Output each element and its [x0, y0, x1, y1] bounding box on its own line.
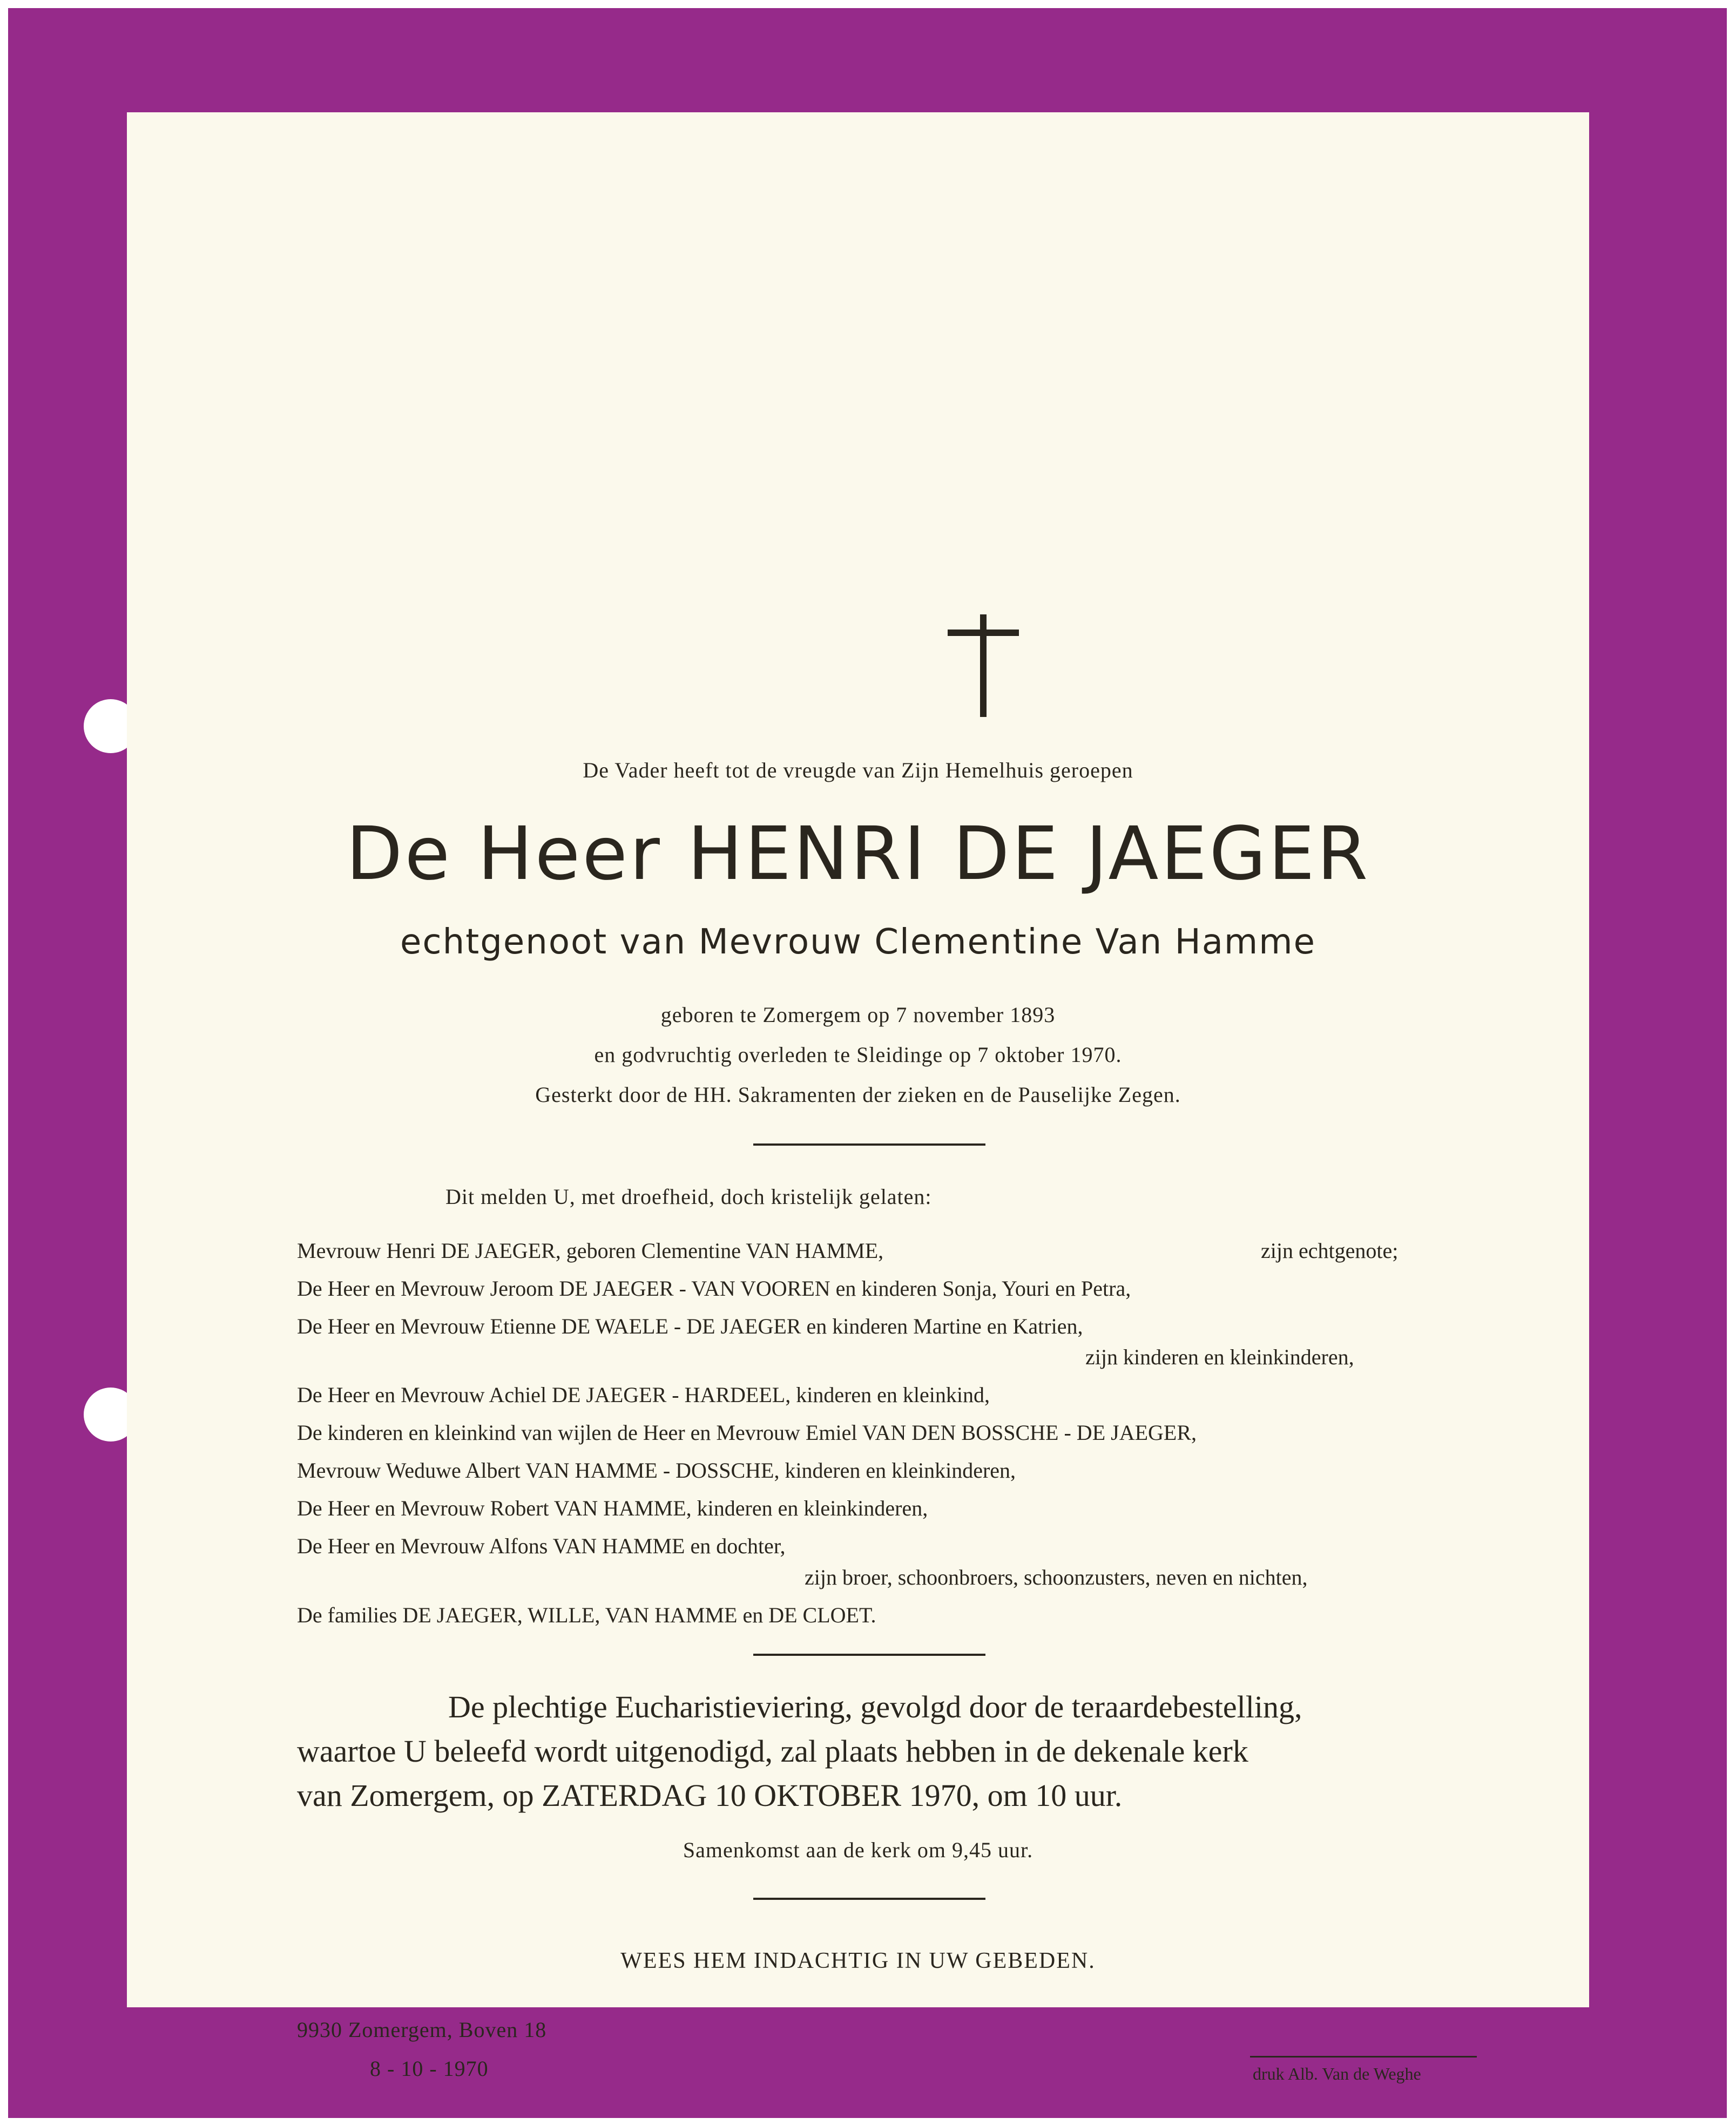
family-line: De Heer en Mevrouw Etienne DE WAELE - DE JAEGER en kinderen Martine en Katrien, [297, 1314, 1083, 1338]
address-line: 9930 Zomergem, Boven 18 [297, 2018, 547, 2042]
date-issued: 8 - 10 - 1970 [370, 2056, 489, 2081]
family-line: De families DE JAEGER, WILLE, VAN HAMME en DE CLOET. [297, 1603, 876, 1627]
family-line: De kinderen en kleinkind van wijlen de Heer en Mevrouw Emiel VAN DEN BOSSCHE - DE JAEGER, [297, 1420, 1197, 1445]
family-line: Mevrouw Weduwe Albert VAN HAMME - DOSSCHE, kinderen en kleinkinderen, [297, 1458, 1016, 1483]
family-role: zijn broer, schoonbroers, schoonzusters, neven en nichten, [805, 1565, 1308, 1589]
spouse-line: echtgenoot van Mevrouw Clementine Van Hamme [400, 922, 1316, 962]
sacraments-line: Gesterkt door de HH. Sakramenten der zieken en de Pauselijke Zegen. [535, 1082, 1181, 1107]
printer-credit: druk Alb. Van de Weghe [1253, 2064, 1421, 2083]
death-line: en godvruchtig overleden te Sleidinge op 7 oktober 1970. [594, 1043, 1122, 1067]
announce-line: Dit melden U, met droefheid, doch kristelijk gelaten: [445, 1185, 932, 1209]
divider [753, 1654, 985, 1656]
service-line: van Zomergem, op ZATERDAG 10 OKTOBER 1970, om 10 uur. [297, 1778, 1123, 1813]
service-line: waartoe U beleefd wordt uitgenodigd, zal plaats hebben in de dekenale kerk [297, 1734, 1248, 1769]
birth-line: geboren te Zomergem op 7 november 1893 [660, 1003, 1056, 1027]
death-notice-card [127, 112, 1589, 2083]
gathering-line: Samenkomst aan de kerk om 9,45 uur. [683, 1838, 1034, 1862]
divider [753, 1143, 985, 1146]
family-line: Mevrouw Henri DE JAEGER, geboren Clementine VAN HAMME, [297, 1239, 884, 1263]
intro-line: De Vader heeft tot de vreugde van Zijn Hemelhuis geroepen [583, 758, 1133, 782]
family-line: De Heer en Mevrouw Alfons VAN HAMME en dochter, [297, 1534, 786, 1558]
service-line: De plechtige Eucharistieviering, gevolgd door de teraardebestelling, [448, 1689, 1302, 1724]
prayer-line: WEES HEM INDACHTIG IN UW GEBEDEN. [620, 1948, 1096, 1973]
printer-rule [1250, 2056, 1477, 2058]
family-role: zijn kinderen en kleinkinderen, [1085, 1345, 1354, 1369]
cross-icon-bar [948, 630, 1019, 636]
family-line: De Heer en Mevrouw Robert VAN HAMME, kinderen en kleinkinderen, [297, 1496, 928, 1520]
deceased-name: De Heer HENRI DE JAEGER [346, 811, 1370, 897]
family-role: zijn echtgenote; [1261, 1239, 1399, 1263]
family-line: De Heer en Mevrouw Jeroom DE JAEGER - VAN VOOREN en kinderen Sonja, Youri en Petra, [297, 1276, 1131, 1301]
family-line: De Heer en Mevrouw Achiel DE JAEGER - HARDEEL, kinderen en kleinkind, [297, 1383, 990, 1407]
divider [753, 1898, 985, 1900]
